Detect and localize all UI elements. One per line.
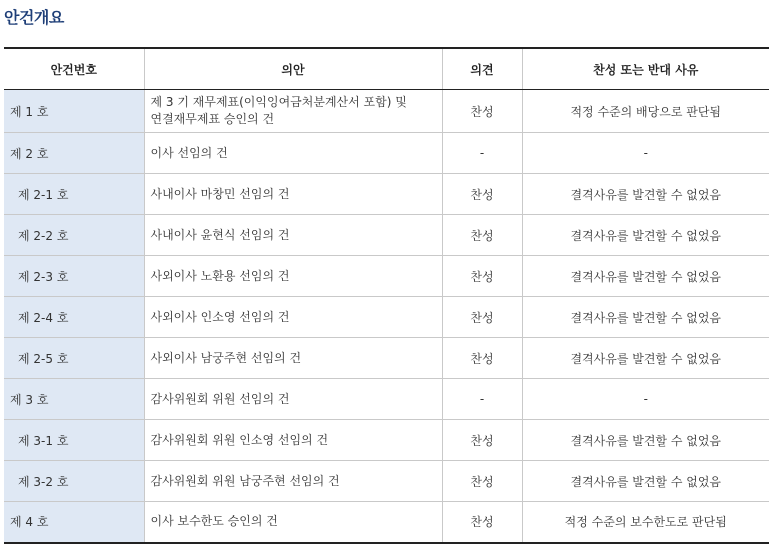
table-row [4, 420, 769, 461]
agenda-number-cell: 제 2-1 호 [4, 174, 144, 215]
agenda-item-line: 연결재무제표 승인의 건 [150, 112, 275, 126]
header-reason: 찬성 또는 반대 사유 [522, 48, 769, 90]
agenda-item-line: 사외이사 남궁주현 선임의 건 [150, 350, 302, 365]
reason-cell: - [522, 133, 769, 174]
opinion-cell: - [442, 379, 522, 420]
reason-cell: 결격사유를 발견할 수 없었음 [522, 297, 769, 338]
agenda-number-cell: 제 3-1 호 [4, 420, 144, 461]
agenda-number-cell: 제 4 호 [4, 502, 144, 543]
agenda-number-cell: 제 2-5 호 [4, 338, 144, 379]
agenda-item-line: 사외이사 인소영 선임의 건 [150, 309, 290, 324]
opinion-cell: 찬성 [442, 420, 522, 461]
reason-cell: - [522, 379, 769, 420]
agenda-item-cell [144, 502, 442, 543]
agenda-item-line: 이사 보수한도 승인의 건 [150, 514, 278, 529]
agenda-item-cell [144, 420, 442, 461]
agenda-item-cell [144, 256, 442, 297]
agenda-item-line: 사외이사 노환용 선임의 건 [150, 268, 290, 283]
reason-cell: 결격사유를 발견할 수 없었음 [522, 461, 769, 502]
agenda-item-line: 감사위원회 위원 남궁주현 선임의 건 [150, 473, 340, 488]
reason-cell: 적정 수준의 보수한도로 판단됨 [522, 502, 769, 543]
agenda-table [4, 47, 769, 544]
agenda-number-cell: 제 2-4 호 [4, 297, 144, 338]
opinion-cell: 찬성 [442, 338, 522, 379]
agenda-item-line: 사내이사 윤현식 선임의 건 [150, 227, 290, 242]
agenda-number-cell: 제 3 호 [4, 379, 144, 420]
table-header [4, 48, 769, 90]
table-row [4, 297, 769, 338]
reason-cell: 결격사유를 발견할 수 없었음 [522, 256, 769, 297]
header-row [4, 48, 769, 90]
table-row [4, 174, 769, 215]
table-row [4, 256, 769, 297]
agenda-item-line: 사내이사 마창민 선임의 건 [150, 186, 290, 201]
agenda-item-line: 제 3 기 재무제표(이익잉여금처분계산서 포함) 및 [150, 95, 407, 109]
opinion-cell: 찬성 [442, 461, 522, 502]
reason-cell: 결격사유를 발견할 수 없었음 [522, 338, 769, 379]
opinion-cell: 찬성 [442, 256, 522, 297]
agenda-number-cell: 제 2-3 호 [4, 256, 144, 297]
header-agenda-number: 안건번호 [4, 48, 144, 90]
header-agenda-item: 의안 [144, 48, 442, 90]
table-body [4, 90, 769, 543]
header-opinion: 의견 [442, 48, 522, 90]
table-row [4, 338, 769, 379]
reason-cell: 결격사유를 발견할 수 없었음 [522, 174, 769, 215]
agenda-item-line: 감사위원회 위원 인소영 선임의 건 [150, 432, 329, 447]
reason-cell: 적정 수준의 배당으로 판단됨 [522, 90, 769, 133]
section-title: 안건개요 [4, 8, 64, 27]
agenda-item-cell [144, 215, 442, 256]
agenda-number-cell: 제 2 호 [4, 133, 144, 174]
table-row [4, 502, 769, 543]
agenda-item-line: 감사위원회 위원 선임의 건 [150, 391, 290, 406]
agenda-item-cell [144, 174, 442, 215]
agenda-number-cell: 제 3-2 호 [4, 461, 144, 502]
agenda-item-cell [144, 133, 442, 174]
agenda-item-cell [144, 297, 442, 338]
opinion-cell: 찬성 [442, 174, 522, 215]
agenda-item-cell [144, 338, 442, 379]
opinion-cell: 찬성 [442, 90, 522, 133]
agenda-item-cell [144, 461, 442, 502]
table-row [4, 461, 769, 502]
agenda-number-cell: 제 2-2 호 [4, 215, 144, 256]
agenda-item-cell [144, 379, 442, 420]
agenda-number-cell: 제 1 호 [4, 90, 144, 133]
reason-cell: 결격사유를 발견할 수 없었음 [522, 420, 769, 461]
opinion-cell: 찬성 [442, 502, 522, 543]
table-row [4, 215, 769, 256]
table-row [4, 133, 769, 174]
opinion-cell: 찬성 [442, 215, 522, 256]
opinion-cell: - [442, 133, 522, 174]
opinion-cell: 찬성 [442, 297, 522, 338]
reason-cell: 결격사유를 발견할 수 없었음 [522, 215, 769, 256]
table-row [4, 379, 769, 420]
table-row [4, 90, 769, 133]
agenda-item-line: 이사 선임의 건 [150, 145, 228, 160]
agenda-item-cell [144, 90, 442, 133]
